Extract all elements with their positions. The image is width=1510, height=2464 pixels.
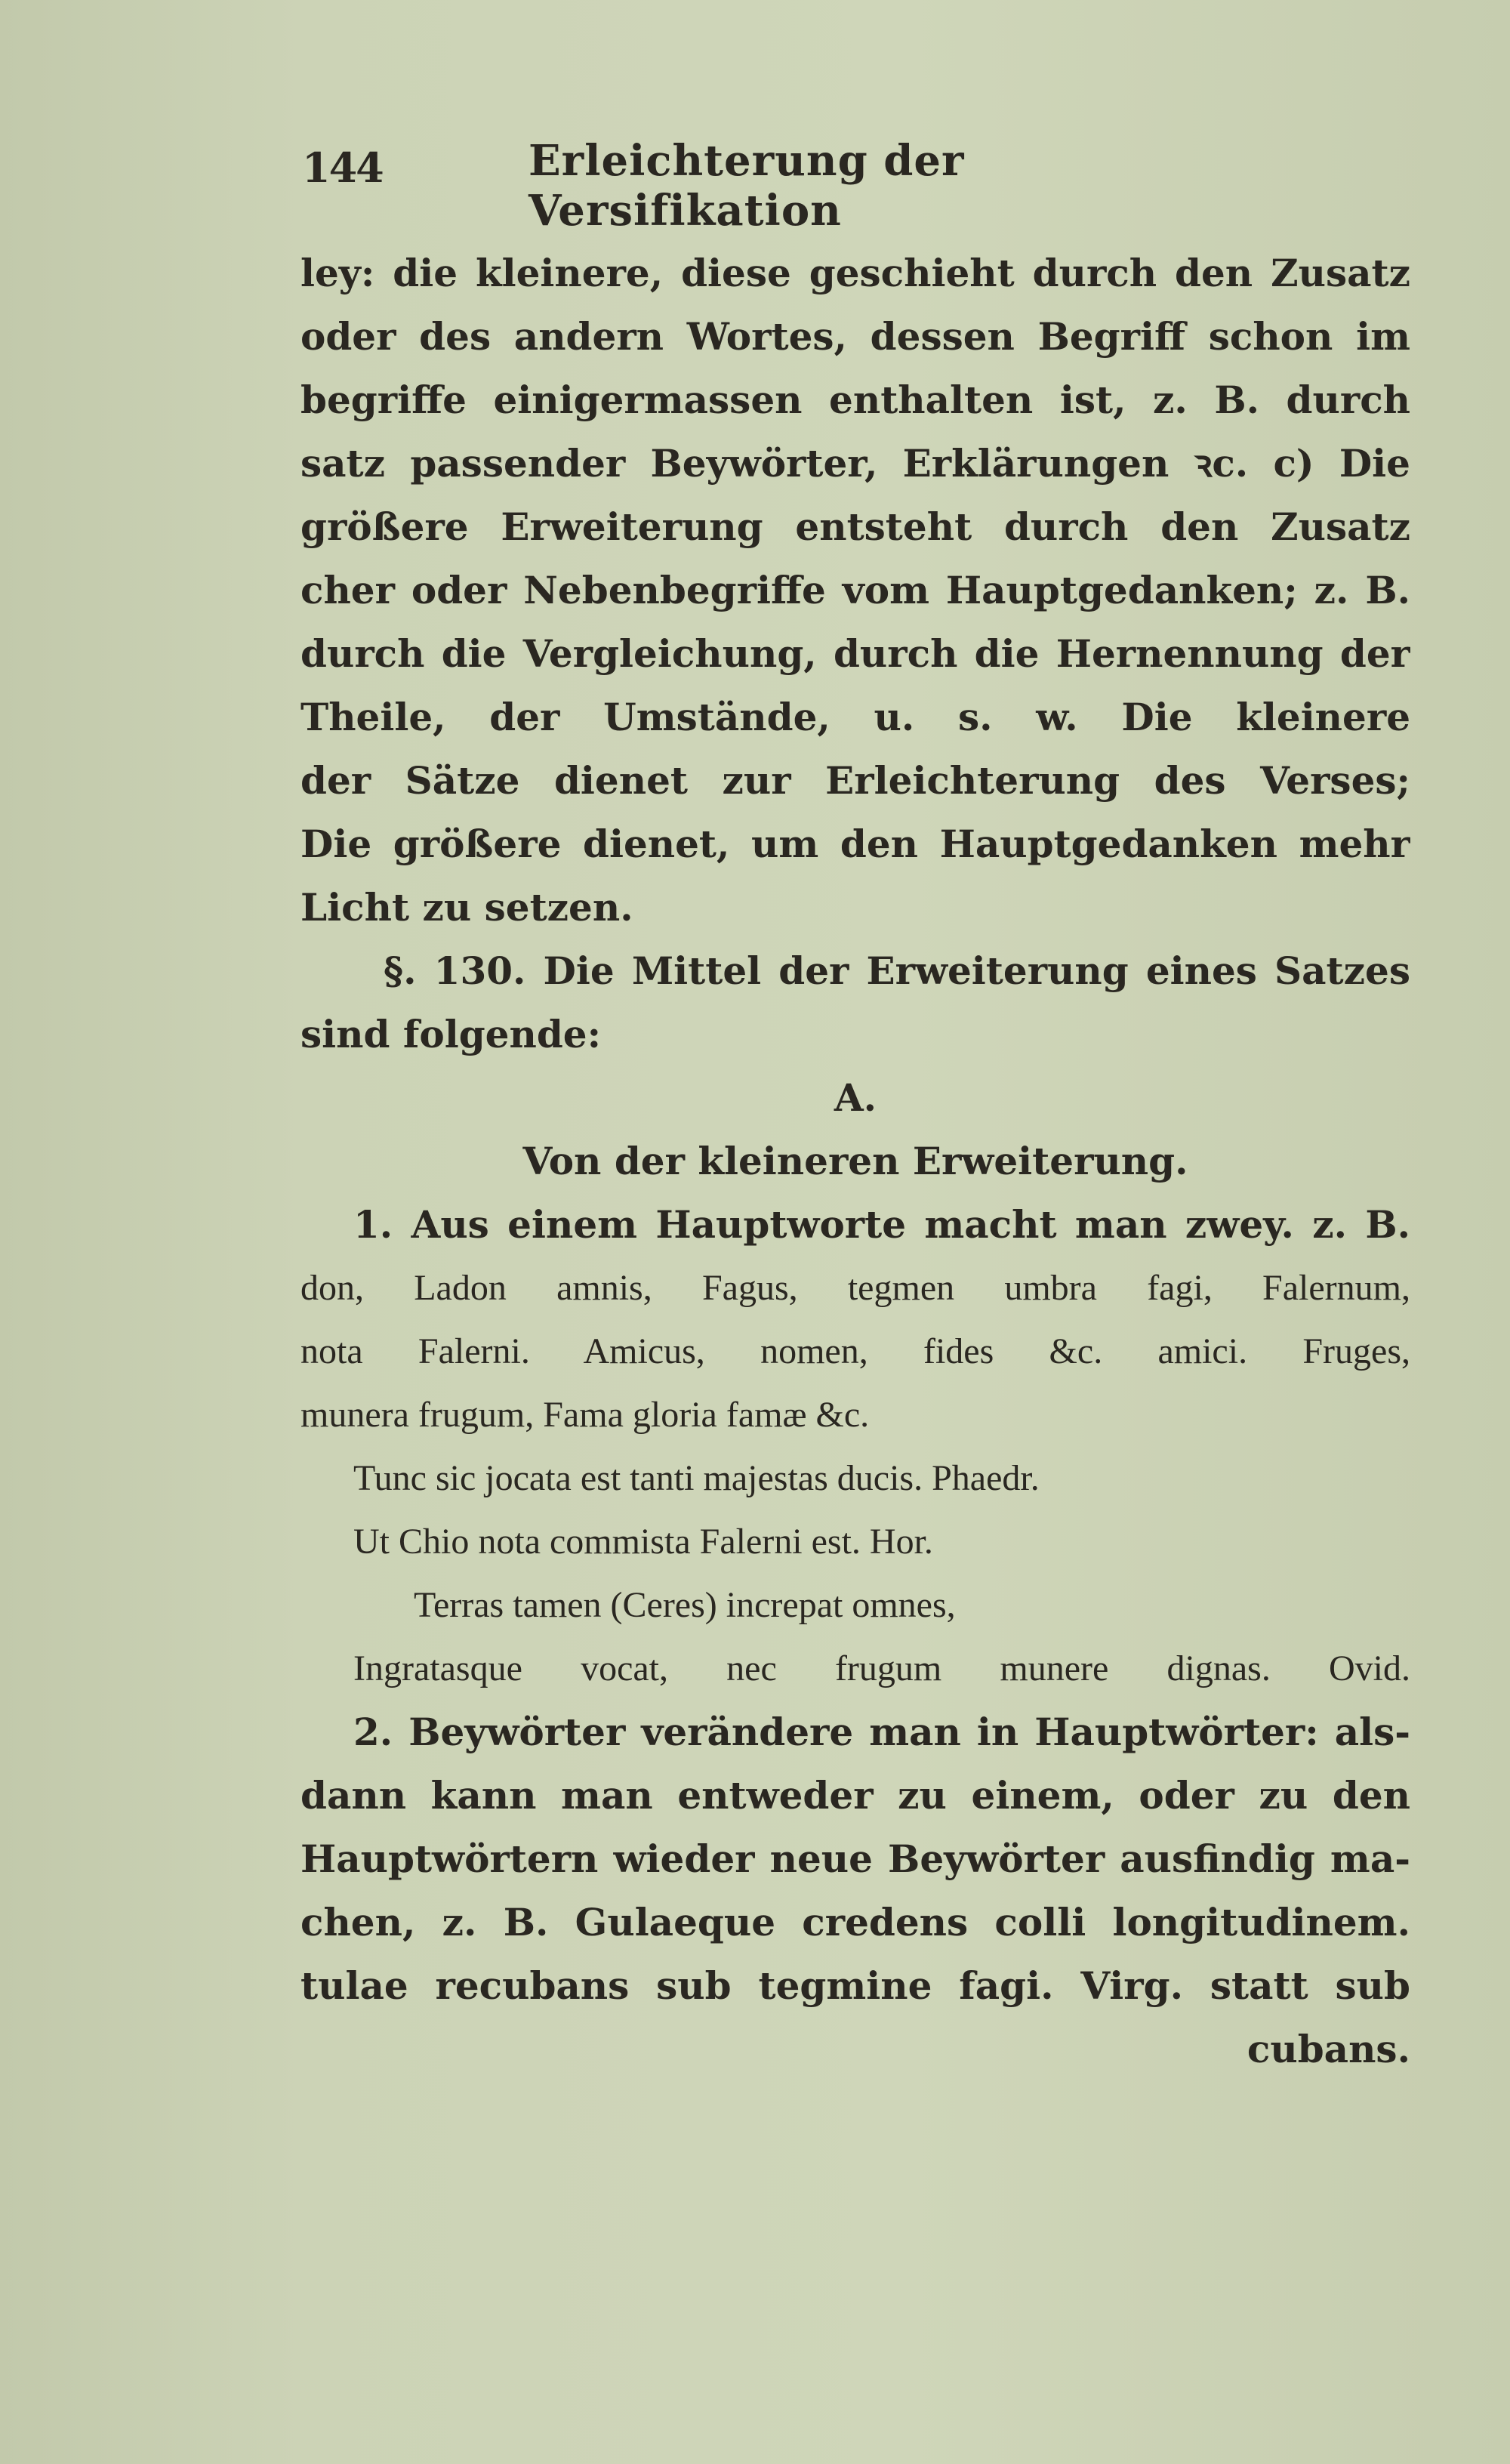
text-line: nota Falerni. Amicus, nomen, fides &c. amici. Fruges, [300, 1331, 1410, 1371]
subsection-title: Von der kleineren Erweiterung. [522, 1139, 1188, 1183]
text-line: munera frugum, Fama gloria famæ &c. [300, 1395, 870, 1435]
text-line: don, Ladon amnis, Fagus, tegmen umbra fagi, Falernum, [300, 1268, 1410, 1308]
text-line: cubans. [1247, 2027, 1410, 2071]
text-line: durch die Vergleichung, durch die Hernennung der [300, 631, 1410, 676]
quote-line: Ingratasque vocat, nec frugum munere dignas. Ovid. [353, 1648, 1410, 1688]
text-line: dann kann man entweder zu einem, oder zu den [300, 1773, 1410, 1818]
text-line: Die größere dienet, um den Hauptgedanken mehr [300, 822, 1410, 866]
text-line: chen, z. B. Gulaeque credens colli longitudinem. [300, 1900, 1410, 1944]
page-header [302, 136, 1284, 236]
text-line: Theile, der Umstände, u. s. w. Die kleinere [300, 695, 1410, 739]
text-line: Licht zu setzen. [300, 885, 633, 930]
text-line: 1. Aus einem Hauptworte macht man zwey. z. B. [353, 1202, 1410, 1247]
body-text [300, 242, 1410, 2081]
quote-line: Ut Chio nota commista Falerni est. Hor. [353, 1522, 933, 1562]
text-line: Hauptwörtern wieder neue Beywörter ausfindig ma- [300, 1836, 1410, 1881]
text-line: oder des andern Wortes, dessen Begriff schon im [300, 314, 1410, 359]
text-line: größere Erweiterung entsteht durch den Zusatz [300, 504, 1410, 549]
text-line: der Sätze dienet zur Erleichterung des Verses; [300, 758, 1410, 803]
page-number: 144 [302, 143, 383, 192]
text-line: 2. Beywörter verändere man in Hauptwörter: als- [353, 1710, 1410, 1754]
text-line: cher oder Nebenbegriffe vom Hauptgedanken; z. B. [300, 568, 1410, 612]
running-title: Erleichterung der Versifikation [528, 136, 965, 236]
text-line: satz passender Beywörter, Erklärungen ꝛc. c) Die [300, 441, 1410, 486]
text-line: tulae recubans sub tegmine fagi. Virg. statt sub [300, 1963, 1410, 2008]
text-line: sind folgende: [300, 1012, 602, 1056]
quote-line: Terras tamen (Ceres) increpat omnes, [414, 1585, 956, 1625]
text-line: begriffe einigermassen enthalten ist, z. B. durch [300, 378, 1410, 422]
section-letter: A. [834, 1075, 877, 1120]
section-heading-line: §. 130. Die Mittel der Erweiterung eines Satzes [384, 948, 1410, 993]
quote-line: Tunc sic jocata est tanti majestas ducis. Phaedr. [353, 1458, 1040, 1498]
text-line: ley: die kleinere, diese geschieht durch den Zusatz [300, 251, 1410, 295]
